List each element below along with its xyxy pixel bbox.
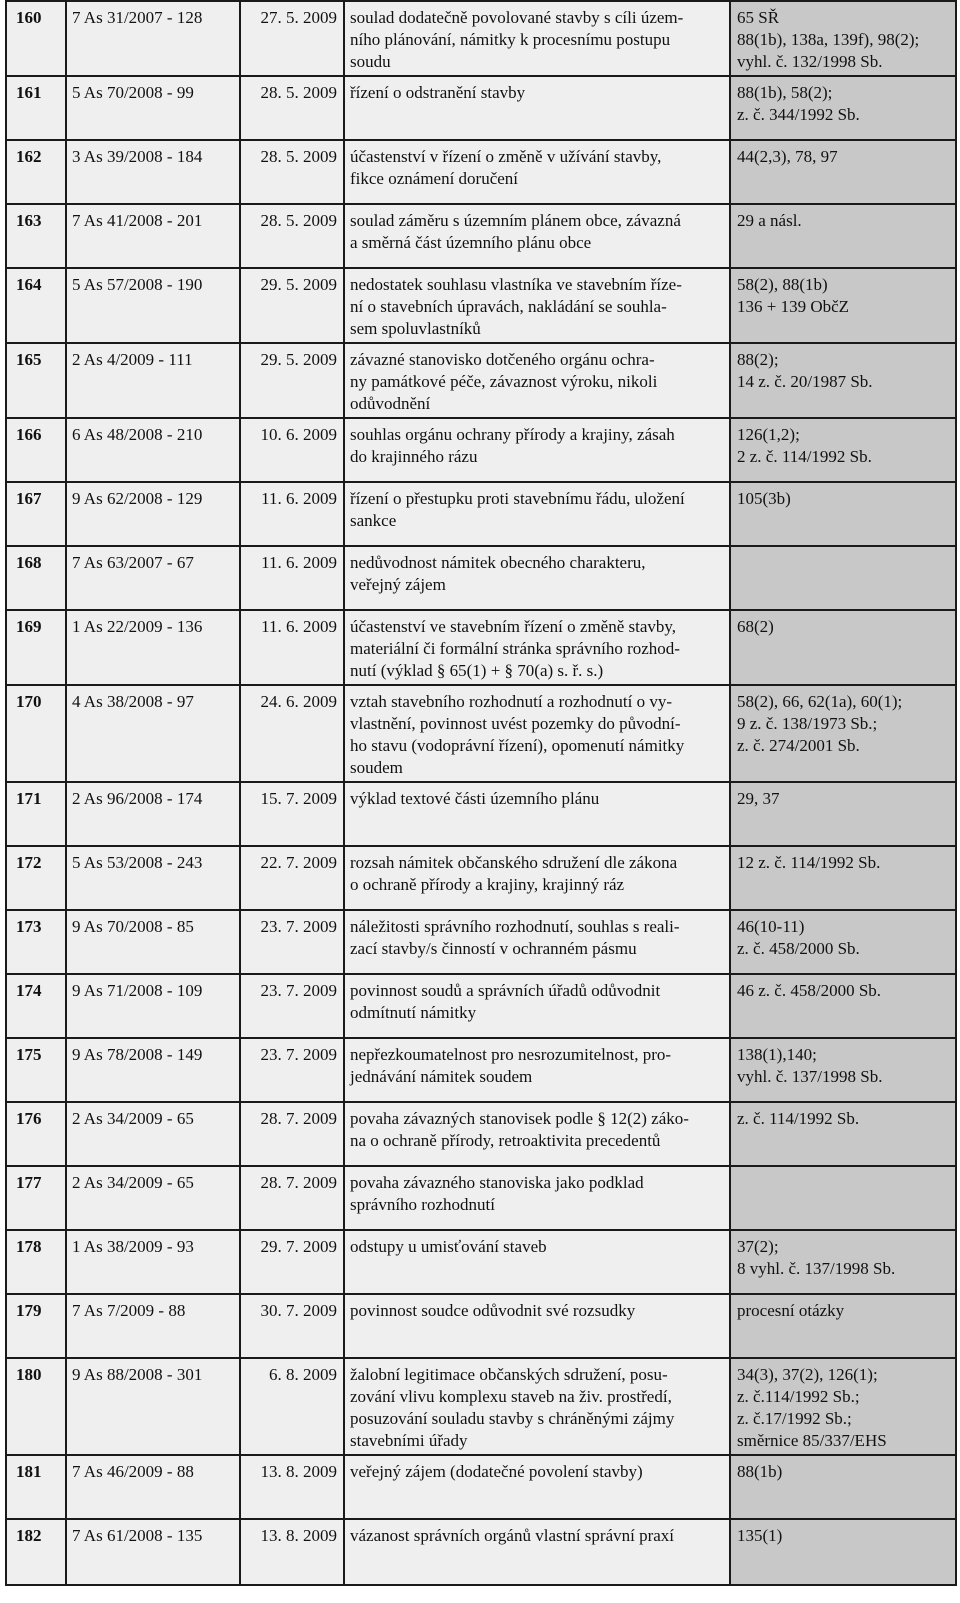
law-reference-cell bbox=[730, 546, 956, 610]
decision-date: 28. 7. 2009 bbox=[240, 1102, 344, 1166]
row-number: 179 bbox=[6, 1294, 66, 1358]
case-number: 4 As 38/2008 - 97 bbox=[66, 685, 240, 782]
table-row bbox=[6, 1230, 956, 1294]
law-reference-line: 88(1b), 58(2); bbox=[737, 83, 833, 102]
subject-line: rozsah námitek občanského sdružení dle zákona bbox=[350, 853, 678, 872]
subject-cell bbox=[344, 974, 730, 1038]
law-reference-line: z. č. 274/2001 Sb. bbox=[737, 736, 860, 755]
case-number: 9 As 88/2008 - 301 bbox=[66, 1358, 240, 1455]
row-number: 160 bbox=[6, 1, 66, 76]
subject-line: sem spoluvlastníků bbox=[350, 319, 481, 338]
case-number: 1 As 38/2009 - 93 bbox=[66, 1230, 240, 1294]
row-number: 164 bbox=[6, 268, 66, 343]
decision-date: 13. 8. 2009 bbox=[240, 1455, 344, 1519]
subject-line: stavebními úřady bbox=[350, 1431, 468, 1450]
case-number: 7 As 46/2009 - 88 bbox=[66, 1455, 240, 1519]
subject-cell bbox=[344, 685, 730, 782]
decision-date: 15. 7. 2009 bbox=[240, 782, 344, 846]
decision-date: 23. 7. 2009 bbox=[240, 1038, 344, 1102]
case-number: 7 As 63/2007 - 67 bbox=[66, 546, 240, 610]
law-reference-cell bbox=[730, 140, 956, 204]
table-row bbox=[6, 343, 956, 418]
row-number: 177 bbox=[6, 1166, 66, 1230]
case-number: 2 As 34/2009 - 65 bbox=[66, 1166, 240, 1230]
subject-line: povinnost soudů a správních úřadů odůvodnit bbox=[350, 981, 661, 1000]
subject-cell bbox=[344, 1102, 730, 1166]
decision-date: 22. 7. 2009 bbox=[240, 846, 344, 910]
subject-line: povaha závazného stanoviska jako podklad bbox=[350, 1173, 644, 1192]
row-number: 168 bbox=[6, 546, 66, 610]
law-reference-cell bbox=[730, 343, 956, 418]
table-row bbox=[6, 140, 956, 204]
case-number: 1 As 22/2009 - 136 bbox=[66, 610, 240, 685]
subject-line: soulad záměru s územním plánem obce, závazná bbox=[350, 211, 681, 230]
subject-line: na o ochraně přírody, retroaktivita precedentů bbox=[350, 1131, 661, 1150]
decision-date: 11. 6. 2009 bbox=[240, 610, 344, 685]
law-reference-cell bbox=[730, 418, 956, 482]
subject-line: vázanost správních orgánů vlastní správní praxí bbox=[350, 1526, 675, 1545]
case-number: 7 As 31/2007 - 128 bbox=[66, 1, 240, 76]
law-reference-cell bbox=[730, 1358, 956, 1455]
case-number: 7 As 41/2008 - 201 bbox=[66, 204, 240, 268]
law-reference-cell bbox=[730, 1038, 956, 1102]
law-reference-cell bbox=[730, 1, 956, 76]
table-row bbox=[6, 482, 956, 546]
table-row bbox=[6, 1358, 956, 1455]
case-number: 9 As 78/2008 - 149 bbox=[66, 1038, 240, 1102]
row-number: 162 bbox=[6, 140, 66, 204]
subject-line: vlastnění, povinnost uvést pozemky do původní- bbox=[350, 714, 681, 733]
subject-line: žalobní legitimace občanských sdružení, posu- bbox=[350, 1365, 668, 1384]
law-reference-line: 29 a násl. bbox=[737, 211, 802, 230]
row-number: 175 bbox=[6, 1038, 66, 1102]
row-number: 167 bbox=[6, 482, 66, 546]
row-number: 181 bbox=[6, 1455, 66, 1519]
law-reference-line: z. č. 114/1992 Sb. bbox=[737, 1109, 860, 1128]
table-row bbox=[6, 685, 956, 782]
decisions-table bbox=[5, 0, 957, 1586]
case-number: 2 As 4/2009 - 111 bbox=[66, 343, 240, 418]
law-reference-line: 44(2,3), 78, 97 bbox=[737, 147, 838, 166]
law-reference-line: 88(2); bbox=[737, 350, 779, 369]
table-row bbox=[6, 204, 956, 268]
law-reference-line: 8 vyhl. č. 137/1998 Sb. bbox=[737, 1259, 896, 1278]
table-row bbox=[6, 782, 956, 846]
law-reference-line: z. č. 344/1992 Sb. bbox=[737, 105, 860, 124]
law-reference-line: 14 z. č. 20/1987 Sb. bbox=[737, 372, 873, 391]
subject-line: ho stavu (vodoprávní řízení), opomenutí námitky bbox=[350, 736, 685, 755]
row-number: 173 bbox=[6, 910, 66, 974]
case-number: 6 As 48/2008 - 210 bbox=[66, 418, 240, 482]
subject-cell bbox=[344, 1166, 730, 1230]
row-number: 166 bbox=[6, 418, 66, 482]
subject-line: ny památkové péče, závaznost výroku, nikoli bbox=[350, 372, 658, 391]
table-row bbox=[6, 1519, 956, 1585]
row-number: 169 bbox=[6, 610, 66, 685]
law-reference-cell bbox=[730, 1294, 956, 1358]
subject-line: nepřezkoumatelnost pro nesrozumitelnost, pro- bbox=[350, 1045, 672, 1064]
table-row bbox=[6, 418, 956, 482]
row-number: 174 bbox=[6, 974, 66, 1038]
decision-date: 28. 5. 2009 bbox=[240, 76, 344, 140]
table-row bbox=[6, 1455, 956, 1519]
subject-line: ní o stavebních úpravách, nakládání se souhla- bbox=[350, 297, 667, 316]
law-reference-cell bbox=[730, 1102, 956, 1166]
law-reference-line: z. č.17/1992 Sb.; bbox=[737, 1409, 852, 1428]
law-reference-line: 58(2), 66, 62(1a), 60(1); bbox=[737, 692, 903, 711]
decision-date: 23. 7. 2009 bbox=[240, 974, 344, 1038]
table-row bbox=[6, 1102, 956, 1166]
subject-cell bbox=[344, 1294, 730, 1358]
subject-line: jednávání námitek soudem bbox=[350, 1067, 533, 1086]
subject-cell bbox=[344, 1230, 730, 1294]
subject-line: veřejný zájem (dodatečné povolení stavby) bbox=[350, 1462, 643, 1481]
row-number: 163 bbox=[6, 204, 66, 268]
law-reference-line: 12 z. č. 114/1992 Sb. bbox=[737, 853, 881, 872]
law-reference-line: 34(3), 37(2), 126(1); bbox=[737, 1365, 878, 1384]
subject-cell bbox=[344, 1455, 730, 1519]
table-row bbox=[6, 76, 956, 140]
law-reference-cell bbox=[730, 610, 956, 685]
subject-line: odmítnutí námitky bbox=[350, 1003, 477, 1022]
subject-line: o ochraně přírody a krajiny, krajinný ráz bbox=[350, 875, 625, 894]
subject-line: do krajinného rázu bbox=[350, 447, 478, 466]
law-reference-cell bbox=[730, 1166, 956, 1230]
decision-date: 6. 8. 2009 bbox=[240, 1358, 344, 1455]
law-reference-line: z. č.114/1992 Sb.; bbox=[737, 1387, 860, 1406]
decision-date: 24. 6. 2009 bbox=[240, 685, 344, 782]
subject-line: nedůvodnost námitek obecného charakteru, bbox=[350, 553, 646, 572]
law-reference-cell bbox=[730, 1519, 956, 1585]
subject-cell bbox=[344, 204, 730, 268]
subject-line: výklad textové části územního plánu bbox=[350, 789, 600, 808]
row-number: 161 bbox=[6, 76, 66, 140]
law-reference-line: 68(2) bbox=[737, 617, 774, 636]
table-row bbox=[6, 1, 956, 76]
row-number: 180 bbox=[6, 1358, 66, 1455]
law-reference-line: 58(2), 88(1b) bbox=[737, 275, 828, 294]
subject-line: soudem bbox=[350, 758, 403, 777]
subject-cell bbox=[344, 1038, 730, 1102]
subject-cell bbox=[344, 782, 730, 846]
law-reference-cell bbox=[730, 1455, 956, 1519]
table-row bbox=[6, 610, 956, 685]
decision-date: 29. 5. 2009 bbox=[240, 268, 344, 343]
law-reference-line: 88(1b), 138a, 139f), 98(2); bbox=[737, 30, 920, 49]
subject-line: řízení o odstranění stavby bbox=[350, 83, 526, 102]
law-reference-cell bbox=[730, 482, 956, 546]
subject-line: nedostatek souhlasu vlastníka ve stavebním říze- bbox=[350, 275, 682, 294]
law-reference-line: vyhl. č. 132/1998 Sb. bbox=[737, 52, 883, 71]
subject-cell bbox=[344, 76, 730, 140]
subject-line: soudu bbox=[350, 52, 391, 71]
subject-line: posuzování souladu stavby s chráněnými zájmy bbox=[350, 1409, 675, 1428]
decision-date: 11. 6. 2009 bbox=[240, 482, 344, 546]
law-reference-cell bbox=[730, 204, 956, 268]
law-reference-cell bbox=[730, 782, 956, 846]
law-reference-cell bbox=[730, 910, 956, 974]
case-number: 5 As 53/2008 - 243 bbox=[66, 846, 240, 910]
law-reference-cell bbox=[730, 685, 956, 782]
subject-line: povinnost soudce odůvodnit své rozsudky bbox=[350, 1301, 636, 1320]
subject-line: ního plánování, námitky k procesnímu postupu bbox=[350, 30, 671, 49]
law-reference-line: procesní otázky bbox=[737, 1301, 845, 1320]
case-number: 2 As 96/2008 - 174 bbox=[66, 782, 240, 846]
law-reference-cell bbox=[730, 846, 956, 910]
subject-cell bbox=[344, 546, 730, 610]
subject-line: odůvodnění bbox=[350, 394, 431, 413]
case-number: 9 As 71/2008 - 109 bbox=[66, 974, 240, 1038]
law-reference-line: 136 + 139 ObčZ bbox=[737, 297, 850, 316]
subject-line: nutí (výklad § 65(1) + § 70(a) s. ř. s.) bbox=[350, 661, 604, 680]
subject-cell bbox=[344, 846, 730, 910]
table-body bbox=[6, 1, 956, 1585]
decision-date: 11. 6. 2009 bbox=[240, 546, 344, 610]
subject-line: souhlas orgánu ochrany přírody a krajiny, zásah bbox=[350, 425, 675, 444]
case-number: 7 As 61/2008 - 135 bbox=[66, 1519, 240, 1585]
table-row bbox=[6, 1166, 956, 1230]
subject-line: účastenství ve stavebním řízení o změně stavby, bbox=[350, 617, 677, 636]
law-reference-line: 65 SŘ bbox=[737, 8, 780, 27]
row-number: 171 bbox=[6, 782, 66, 846]
subject-line: účastenství v řízení o změně v užívání stavby, bbox=[350, 147, 662, 166]
law-reference-cell bbox=[730, 974, 956, 1038]
law-reference-line: 37(2); bbox=[737, 1237, 779, 1256]
case-number: 5 As 70/2008 - 99 bbox=[66, 76, 240, 140]
table-row bbox=[6, 1294, 956, 1358]
case-number: 9 As 70/2008 - 85 bbox=[66, 910, 240, 974]
law-reference-line: 46(10-11) bbox=[737, 917, 805, 936]
table-row bbox=[6, 910, 956, 974]
subject-cell bbox=[344, 343, 730, 418]
decision-date: 28. 5. 2009 bbox=[240, 140, 344, 204]
law-reference-line: 9 z. č. 138/1973 Sb.; bbox=[737, 714, 878, 733]
decision-date: 27. 5. 2009 bbox=[240, 1, 344, 76]
subject-cell bbox=[344, 418, 730, 482]
subject-line: fikce oznámení doručení bbox=[350, 169, 519, 188]
law-reference-line: 46 z. č. 458/2000 Sb. bbox=[737, 981, 882, 1000]
subject-line: řízení o přestupku proti stavebnímu řádu, uložení bbox=[350, 489, 685, 508]
case-number: 2 As 34/2009 - 65 bbox=[66, 1102, 240, 1166]
decision-date: 29. 5. 2009 bbox=[240, 343, 344, 418]
row-number: 170 bbox=[6, 685, 66, 782]
subject-line: zací stavby/s činností v ochranném pásmu bbox=[350, 939, 637, 958]
law-reference-line: 138(1),140; bbox=[737, 1045, 817, 1064]
row-number: 172 bbox=[6, 846, 66, 910]
subject-line: a směrná část územního plánu obce bbox=[350, 233, 592, 252]
decision-date: 28. 7. 2009 bbox=[240, 1166, 344, 1230]
subject-cell bbox=[344, 1519, 730, 1585]
law-reference-line: 126(1,2); bbox=[737, 425, 800, 444]
subject-line: správního rozhodnutí bbox=[350, 1195, 495, 1214]
row-number: 178 bbox=[6, 1230, 66, 1294]
row-number: 176 bbox=[6, 1102, 66, 1166]
law-reference-line: 88(1b) bbox=[737, 1462, 783, 1481]
table-row bbox=[6, 1038, 956, 1102]
subject-line: soulad dodatečně povolované stavby s cíli územ- bbox=[350, 8, 684, 27]
subject-line: odstupy u umisťování staveb bbox=[350, 1237, 547, 1256]
subject-line: závazné stanovisko dotčeného orgánu ochra- bbox=[350, 350, 655, 369]
subject-cell bbox=[344, 1, 730, 76]
subject-cell bbox=[344, 140, 730, 204]
subject-line: materiální či formální stránka správního rozhod- bbox=[350, 639, 680, 658]
law-reference-line: 2 z. č. 114/1992 Sb. bbox=[737, 447, 872, 466]
subject-line: vztah stavebního rozhodnutí a rozhodnutí o vy- bbox=[350, 692, 672, 711]
decision-date: 28. 5. 2009 bbox=[240, 204, 344, 268]
subject-cell bbox=[344, 482, 730, 546]
row-number: 182 bbox=[6, 1519, 66, 1585]
law-reference-line: 135(1) bbox=[737, 1526, 783, 1545]
table-row bbox=[6, 546, 956, 610]
law-reference-line: směrnice 85/337/EHS bbox=[737, 1431, 887, 1450]
subject-cell bbox=[344, 610, 730, 685]
decisions-table-wrapper bbox=[5, 0, 957, 1586]
subject-cell bbox=[344, 910, 730, 974]
law-reference-line: z. č. 458/2000 Sb. bbox=[737, 939, 860, 958]
law-reference-cell bbox=[730, 1230, 956, 1294]
decision-date: 30. 7. 2009 bbox=[240, 1294, 344, 1358]
decision-date: 13. 8. 2009 bbox=[240, 1519, 344, 1585]
subject-line: náležitosti správního rozhodnutí, souhlas s reali- bbox=[350, 917, 680, 936]
subject-line: povaha závazných stanovisek podle § 12(2) záko- bbox=[350, 1109, 689, 1128]
law-reference-cell bbox=[730, 76, 956, 140]
subject-cell bbox=[344, 1358, 730, 1455]
law-reference-line: 105(3b) bbox=[737, 489, 791, 508]
law-reference-cell bbox=[730, 268, 956, 343]
table-row bbox=[6, 974, 956, 1038]
subject-line: sankce bbox=[350, 511, 397, 530]
case-number: 9 As 62/2008 - 129 bbox=[66, 482, 240, 546]
case-number: 7 As 7/2009 - 88 bbox=[66, 1294, 240, 1358]
row-number: 165 bbox=[6, 343, 66, 418]
case-number: 3 As 39/2008 - 184 bbox=[66, 140, 240, 204]
table-row bbox=[6, 846, 956, 910]
decision-date: 23. 7. 2009 bbox=[240, 910, 344, 974]
subject-line: veřejný zájem bbox=[350, 575, 446, 594]
law-reference-line: vyhl. č. 137/1998 Sb. bbox=[737, 1067, 883, 1086]
decision-date: 29. 7. 2009 bbox=[240, 1230, 344, 1294]
law-reference-line: 29, 37 bbox=[737, 789, 780, 808]
decision-date: 10. 6. 2009 bbox=[240, 418, 344, 482]
table-row bbox=[6, 268, 956, 343]
subject-cell bbox=[344, 268, 730, 343]
case-number: 5 As 57/2008 - 190 bbox=[66, 268, 240, 343]
subject-line: zování vlivu komplexu staveb na živ. prostředí, bbox=[350, 1387, 672, 1406]
